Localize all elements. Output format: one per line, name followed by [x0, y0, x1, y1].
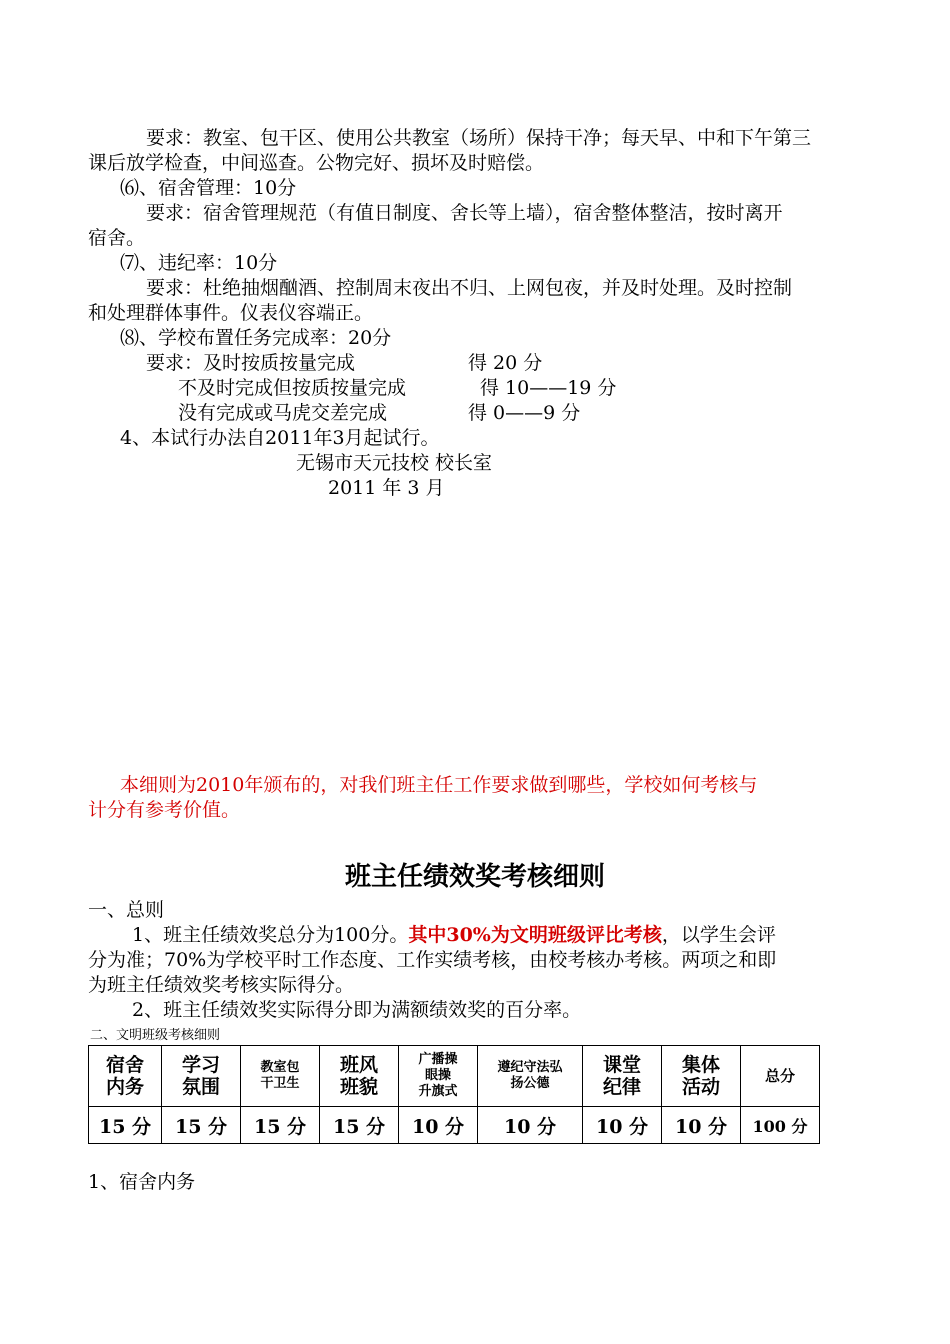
text-line: 要求：教室、包干区、使用公共教室（场所）保持干净；每天早、中和下午第三	[146, 127, 812, 149]
paragraph-line: 2、班主任绩效奖实际得分即为满额绩效奖的百分率。	[132, 999, 582, 1021]
text-line: ⑺、违纪率：10分	[120, 252, 278, 274]
score-table	[88, 1045, 820, 1144]
text-line: 不及时完成但按质按量完成	[178, 377, 407, 399]
table-cell: 15 分	[89, 1107, 162, 1144]
table-header-cell: 课堂 纪律	[583, 1046, 662, 1107]
text-line: 要求：杜绝抽烟酗酒、控制周末夜出不归、上网包夜，并及时处理。及时控制	[146, 277, 793, 299]
table-cell: 100 分	[741, 1107, 820, 1144]
table-header-row	[89, 1046, 820, 1107]
page-title: 班主任绩效奖考核细则	[344, 862, 605, 892]
text-line: 没有完成或马虎交差完成	[178, 402, 388, 424]
text-line: ⑻、学校布置任务完成率：20分	[120, 327, 392, 349]
table-header-cell: 集体 活动	[662, 1046, 741, 1107]
table-row	[89, 1107, 820, 1144]
text-line: 和处理群体事件。仪表仪容端正。	[88, 302, 374, 324]
table-header-cell: 学习 氛围	[162, 1046, 241, 1107]
note-line: 计分有参考价值。	[88, 799, 241, 821]
date-line: 2011 年 3 月	[328, 477, 445, 499]
score-text: 得 10——19 分	[480, 377, 617, 399]
text-line: 4、本试行办法自2011年3月起试行。	[120, 427, 440, 449]
table-cell: 10 分	[478, 1107, 583, 1144]
table-cell: 10 分	[583, 1107, 662, 1144]
table-cell: 15 分	[162, 1107, 241, 1144]
table-cell: 10 分	[399, 1107, 478, 1144]
highlight-text: 其中30%为文明班级评比考核	[408, 924, 662, 946]
section-heading: 二、文明班级考核细则	[90, 1028, 221, 1043]
table-header-cell: 遵纪守法弘 扬公德	[478, 1046, 583, 1107]
score-text: 得 20 分	[468, 352, 543, 374]
paragraph-text: 1、班主任绩效奖总分为100分。	[132, 924, 409, 946]
text-line: ⑹、宿舍管理：10分	[120, 177, 297, 199]
text-line: 要求：及时按质按量完成	[146, 352, 356, 374]
text-line: 要求：宿舍管理规范（有值日制度、舍长等上墙），宿舍整体整洁，按时离开	[146, 202, 783, 224]
text-line: 课后放学检查，中间巡查。公物完好、损坏及时赔偿。	[88, 152, 545, 174]
paragraph-line	[132, 923, 776, 947]
table-header-cell: 教室包 干卫生	[241, 1046, 320, 1107]
table-header-cell: 班风 班貌	[320, 1046, 399, 1107]
paragraph-text: ，以学生会评	[661, 924, 776, 946]
table-cell: 15 分	[241, 1107, 320, 1144]
text-line: 宿舍。	[88, 227, 146, 249]
paragraph-line: 为班主任绩效奖考核实际得分。	[88, 974, 355, 996]
note-line: 本细则为2010年颁布的，对我们班主任工作要求做到哪些，学校如何考核与	[120, 774, 758, 796]
section-heading: 1、宿舍内务	[88, 1171, 196, 1193]
table-header-cell: 总分	[741, 1046, 820, 1107]
table-cell: 10 分	[662, 1107, 741, 1144]
table-cell: 15 分	[320, 1107, 399, 1144]
score-text: 得 0——9 分	[468, 402, 581, 424]
paragraph-line: 分为准；70%为学校平时工作态度、工作实绩考核，由校考核办考核。两项之和即	[88, 949, 777, 971]
signature-line: 无锡市天元技校 校长室	[296, 452, 493, 474]
table-header-cell: 宿舍 内务	[89, 1046, 162, 1107]
section-heading: 一、总则	[88, 899, 165, 921]
table-header-cell: 广播操 眼操 升旗式	[399, 1046, 478, 1107]
